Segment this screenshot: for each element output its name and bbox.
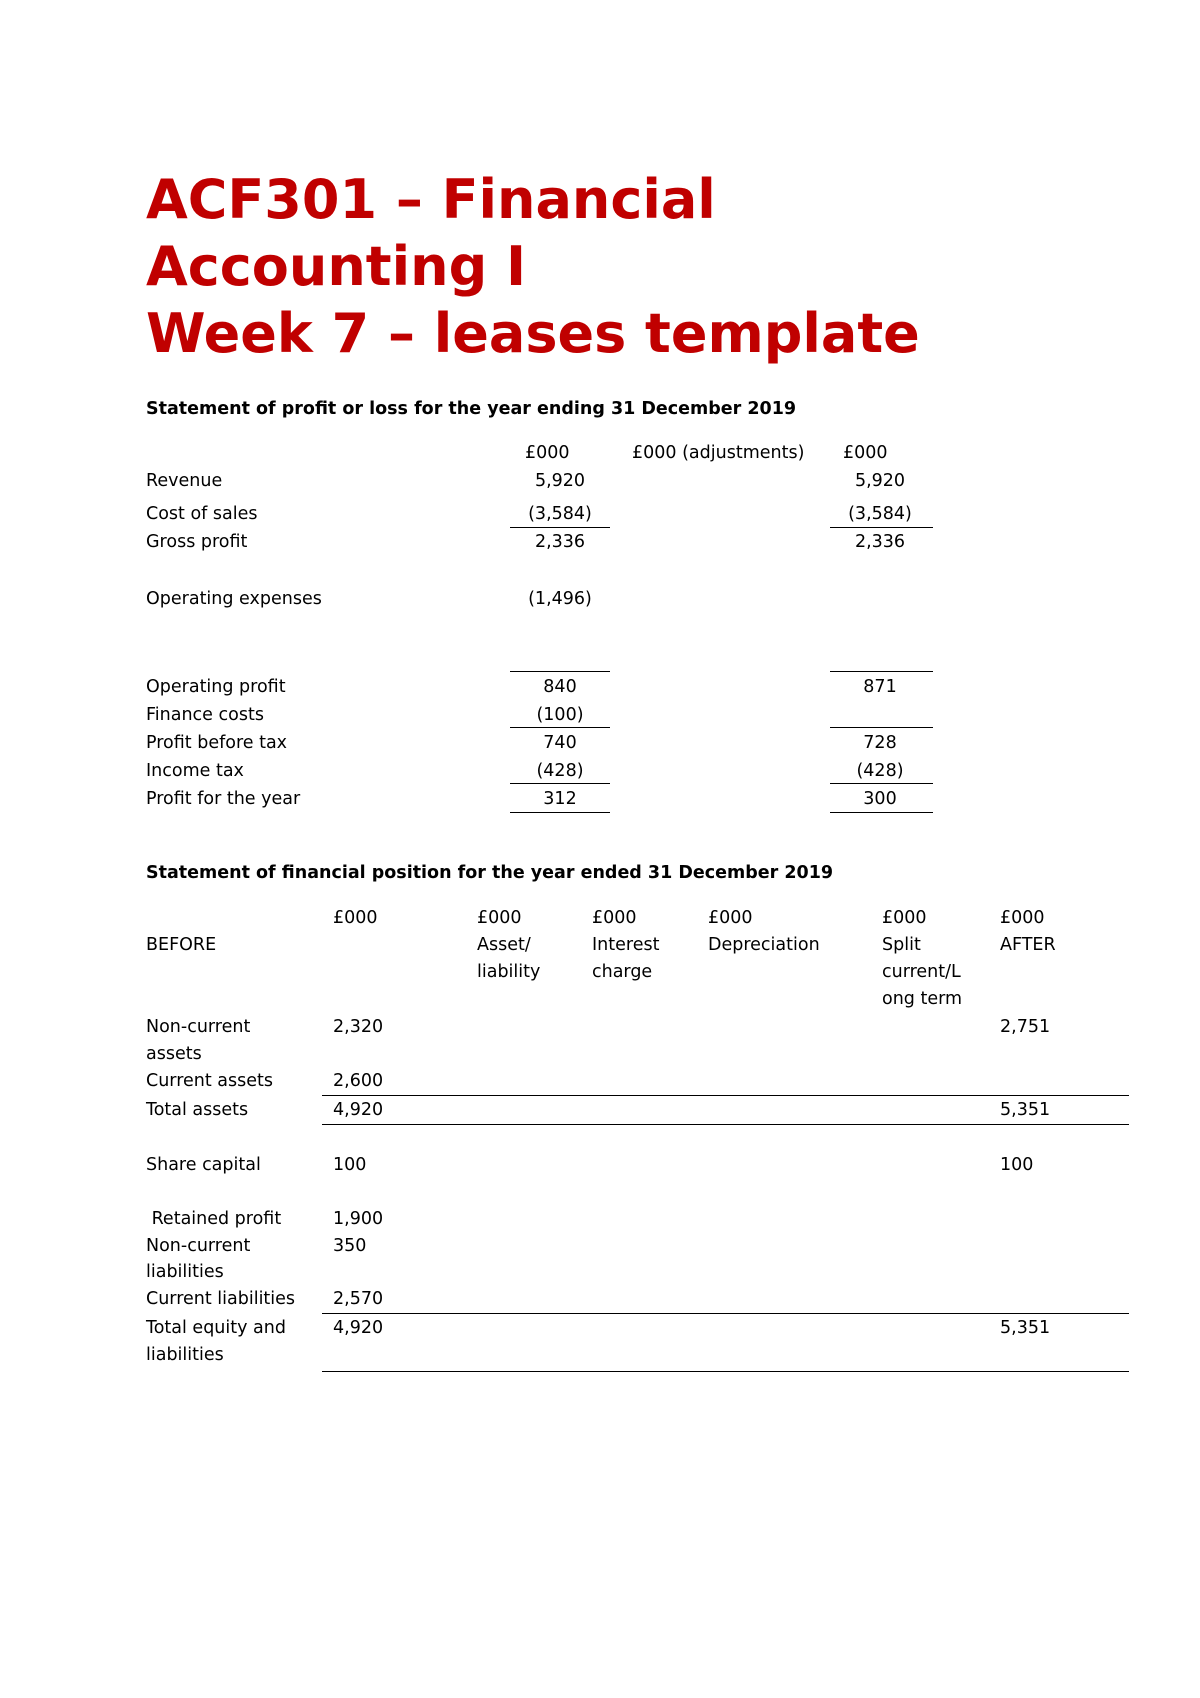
pl-label-operating-expenses: Operating expenses bbox=[146, 589, 322, 609]
fp-label-total-assets: Total assets bbox=[146, 1100, 249, 1120]
fp-rule bbox=[322, 1095, 1129, 1096]
pl-value-after: (428) bbox=[856, 761, 904, 781]
fp-col-header-unit: £000 bbox=[708, 908, 753, 928]
pl-value-before: 2,336 bbox=[534, 532, 586, 552]
fp-col-header-asset-liability-2: liability bbox=[477, 962, 541, 982]
fp-value-before: 4,920 bbox=[333, 1100, 384, 1120]
fp-value-before: 2,320 bbox=[333, 1017, 384, 1037]
pl-value-before: 312 bbox=[543, 789, 577, 809]
pl-value-after: (3,584) bbox=[848, 504, 912, 524]
fp-col-header-unit: £000 bbox=[882, 908, 927, 928]
fp-heading: Statement of financial position for the year ended 31 December 2019 bbox=[146, 863, 834, 883]
fp-col-header-depreciation: Depreciation bbox=[708, 935, 820, 955]
pl-value-before: (1,496) bbox=[528, 589, 592, 609]
pl-value-before: 740 bbox=[543, 733, 577, 753]
fp-rule bbox=[322, 1313, 1129, 1314]
fp-label-retained-profit: Retained profit bbox=[146, 1209, 282, 1229]
pl-label-cost-of-sales: Cost of sales bbox=[146, 504, 258, 524]
fp-value-after: 5,351 bbox=[1000, 1318, 1051, 1338]
pl-rule bbox=[510, 527, 610, 528]
pl-rule bbox=[510, 812, 610, 813]
pl-value-before: (100) bbox=[536, 705, 584, 725]
fp-label-non-current-assets-2: assets bbox=[146, 1044, 202, 1064]
fp-col-header-interest-charge: Interest bbox=[592, 935, 660, 955]
fp-value-before: 2,570 bbox=[333, 1289, 384, 1309]
pl-rule bbox=[830, 727, 933, 728]
pl-label-profit-before-tax: Profit before tax bbox=[146, 733, 288, 753]
fp-col-header-split-3: ong term bbox=[882, 989, 963, 1009]
fp-label-non-current-liabilities-2: liabilities bbox=[146, 1262, 224, 1282]
fp-label-non-current-assets: Non-current bbox=[146, 1017, 251, 1037]
fp-col-header-interest-charge-2: charge bbox=[592, 962, 653, 982]
pl-value-after: 728 bbox=[863, 733, 897, 753]
pl-rule bbox=[510, 727, 610, 728]
pl-value-before: 840 bbox=[543, 677, 577, 697]
pl-rule bbox=[830, 783, 933, 784]
fp-label-current-assets: Current assets bbox=[146, 1071, 273, 1091]
fp-value-before: 1,900 bbox=[333, 1209, 384, 1229]
pl-label-profit-for-year: Profit for the year bbox=[146, 789, 301, 809]
pl-value-after: 300 bbox=[863, 789, 897, 809]
document-title bbox=[146, 166, 920, 367]
pl-value-before: (3,584) bbox=[528, 504, 592, 524]
pl-value-after: 2,336 bbox=[854, 532, 906, 552]
fp-value-after: 100 bbox=[1000, 1155, 1034, 1175]
fp-label-share-capital: Share capital bbox=[146, 1155, 261, 1175]
pl-label-finance-costs: Finance costs bbox=[146, 705, 264, 725]
fp-label-total-equity-liabilities: Total equity and bbox=[146, 1318, 286, 1338]
pl-value-after: 871 bbox=[863, 677, 897, 697]
fp-label-current-liabilities: Current liabilities bbox=[146, 1289, 296, 1309]
pl-rule bbox=[510, 783, 610, 784]
pl-label-income-tax: Income tax bbox=[146, 761, 244, 781]
fp-col-header-unit: £000 bbox=[477, 908, 522, 928]
fp-value-before: 350 bbox=[333, 1236, 367, 1256]
pl-label-revenue: Revenue bbox=[146, 471, 223, 491]
pl-label-gross-profit: Gross profit bbox=[146, 532, 248, 552]
fp-before-label: BEFORE bbox=[146, 935, 217, 955]
pl-rule bbox=[510, 671, 610, 672]
pl-col-header-before: £000 bbox=[525, 443, 570, 463]
fp-col-header-after: AFTER bbox=[1000, 935, 1056, 955]
fp-value-before: 4,920 bbox=[333, 1318, 384, 1338]
pl-value-before: (428) bbox=[536, 761, 584, 781]
fp-value-after: 5,351 bbox=[1000, 1100, 1051, 1120]
pl-rule bbox=[830, 671, 933, 672]
fp-col-header-split: Split bbox=[882, 935, 921, 955]
pl-col-header-adjustments: £000 (adjustments) bbox=[632, 443, 805, 463]
fp-col-header-unit: £000 bbox=[333, 908, 378, 928]
fp-value-after: 2,751 bbox=[1000, 1017, 1051, 1037]
pl-label-operating-profit: Operating profit bbox=[146, 677, 286, 697]
title-line-2: Accounting I bbox=[146, 235, 527, 298]
pl-value-after: 5,920 bbox=[854, 471, 906, 491]
fp-col-header-asset-liability: Asset/ bbox=[477, 935, 531, 955]
title-line-1: ACF301 – Financial bbox=[146, 168, 716, 231]
pl-rule bbox=[830, 527, 933, 528]
fp-value-before: 100 bbox=[333, 1155, 367, 1175]
fp-label-total-equity-liabilities-2: liabilities bbox=[146, 1345, 224, 1365]
fp-col-header-unit: £000 bbox=[592, 908, 637, 928]
pl-col-header-after: £000 bbox=[843, 443, 888, 463]
fp-rule bbox=[322, 1124, 1129, 1125]
fp-col-header-split-2: current/L bbox=[882, 962, 961, 982]
fp-rule bbox=[322, 1371, 1129, 1372]
fp-col-header-unit: £000 bbox=[1000, 908, 1045, 928]
pl-value-before: 5,920 bbox=[534, 471, 586, 491]
fp-value-before: 2,600 bbox=[333, 1071, 384, 1091]
pl-heading: Statement of profit or loss for the year ending 31 December 2019 bbox=[146, 399, 797, 419]
fp-label-non-current-liabilities: Non-current bbox=[146, 1236, 251, 1256]
pl-rule bbox=[830, 812, 933, 813]
title-line-3: Week 7 – leases template bbox=[146, 302, 920, 365]
